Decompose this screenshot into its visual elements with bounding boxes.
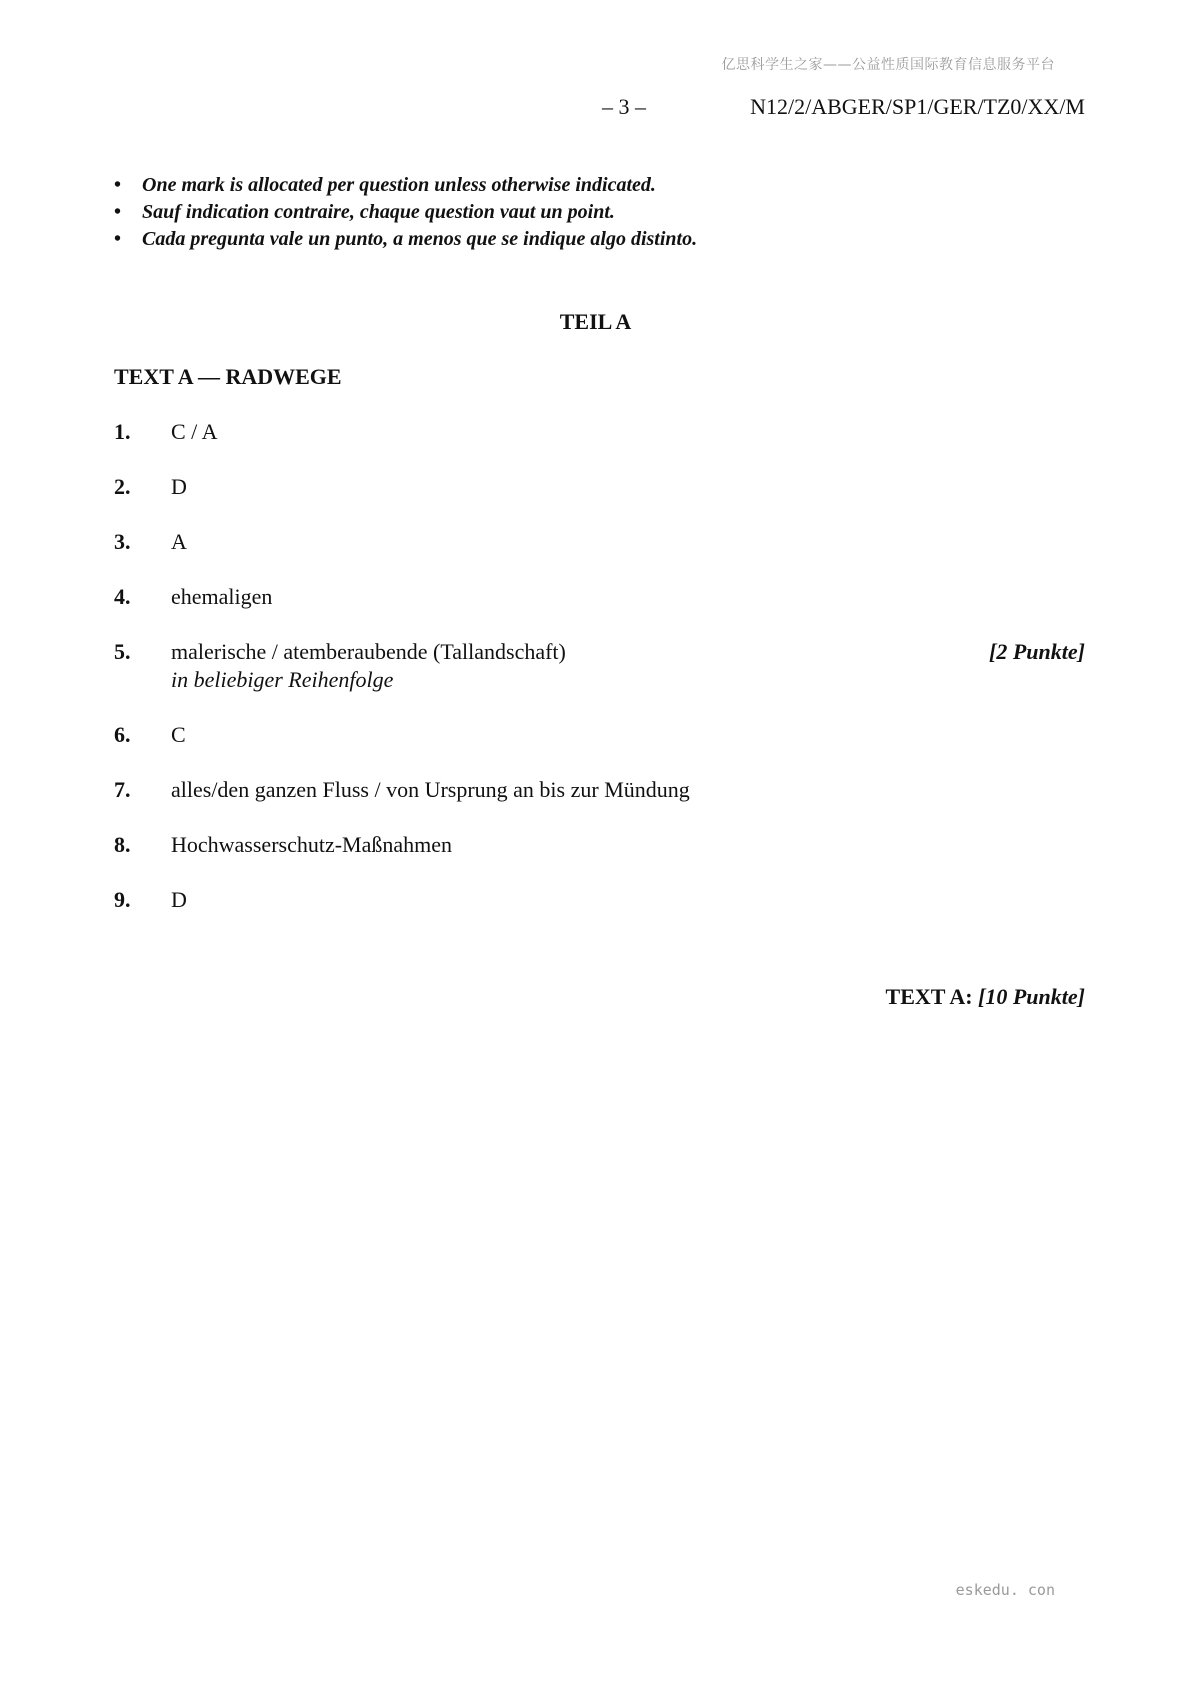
note-spanish: • Cada pregunta vale un punto, a menos que se indique algo distinto. [114, 226, 697, 253]
answer-item [114, 418, 1085, 446]
part-title: TEIL A [559, 309, 632, 334]
watermark-top: 亿思科学生之家——公益性质国际教育信息服务平台 [721, 57, 1055, 73]
answer-item [114, 473, 1085, 501]
answer-number: 6. [114, 722, 131, 747]
answer-number: 3. [114, 529, 131, 554]
text-total [886, 984, 1085, 1010]
answer-text: D [171, 474, 187, 499]
note-french: • Sauf indication contraire, chaque question vaut un point. [114, 199, 697, 226]
marking-notes [114, 172, 697, 253]
answer-item [114, 583, 1085, 611]
answer-item [114, 721, 1085, 749]
note-english: • One mark is allocated per question unless otherwise indicated. [114, 172, 697, 199]
text-title: TEXT A — RADWEGE [114, 364, 342, 389]
answer-number: 5. [114, 639, 131, 664]
answer-item [114, 886, 1085, 914]
answer-note: in beliebiger Reihenfolge [171, 667, 394, 692]
answer-text: C [171, 722, 186, 747]
answer-item [114, 831, 1085, 859]
total-label: TEXT A: [885, 984, 973, 1009]
answer-number: 2. [114, 474, 131, 499]
answer-number: 8. [114, 832, 131, 857]
page-number: – 3 – [602, 94, 646, 119]
answer-text: D [171, 887, 187, 912]
answer-text: Hochwasserschutz-Maßnahmen [171, 832, 453, 857]
answer-text: ehemaligen [171, 584, 273, 609]
answer-list [114, 418, 1085, 941]
answer-number: 7. [114, 777, 131, 802]
document-code: N12/2/ABGER/SP1/GER/TZ0/XX/M [750, 94, 1085, 119]
answer-points: [2 Punkte] [989, 639, 1085, 664]
total-value: [10 Punkte] [978, 984, 1085, 1009]
answer-text: malerische / atemberaubende (Tallandschaft) [171, 639, 566, 664]
answer-number: 1. [114, 419, 131, 444]
answer-number: 4. [114, 584, 131, 609]
answer-item [114, 638, 1085, 694]
answer-text: A [171, 529, 187, 554]
answer-number: 9. [114, 887, 131, 912]
watermark-bottom: eskedu. con [955, 1581, 1055, 1599]
answer-text: alles/den ganzen Fluss / von Ursprung an bis zur Mündung [171, 777, 690, 802]
answer-item [114, 776, 1085, 804]
answer-text: C / A [171, 419, 218, 444]
page-header [0, 94, 1191, 124]
answer-item [114, 528, 1085, 556]
